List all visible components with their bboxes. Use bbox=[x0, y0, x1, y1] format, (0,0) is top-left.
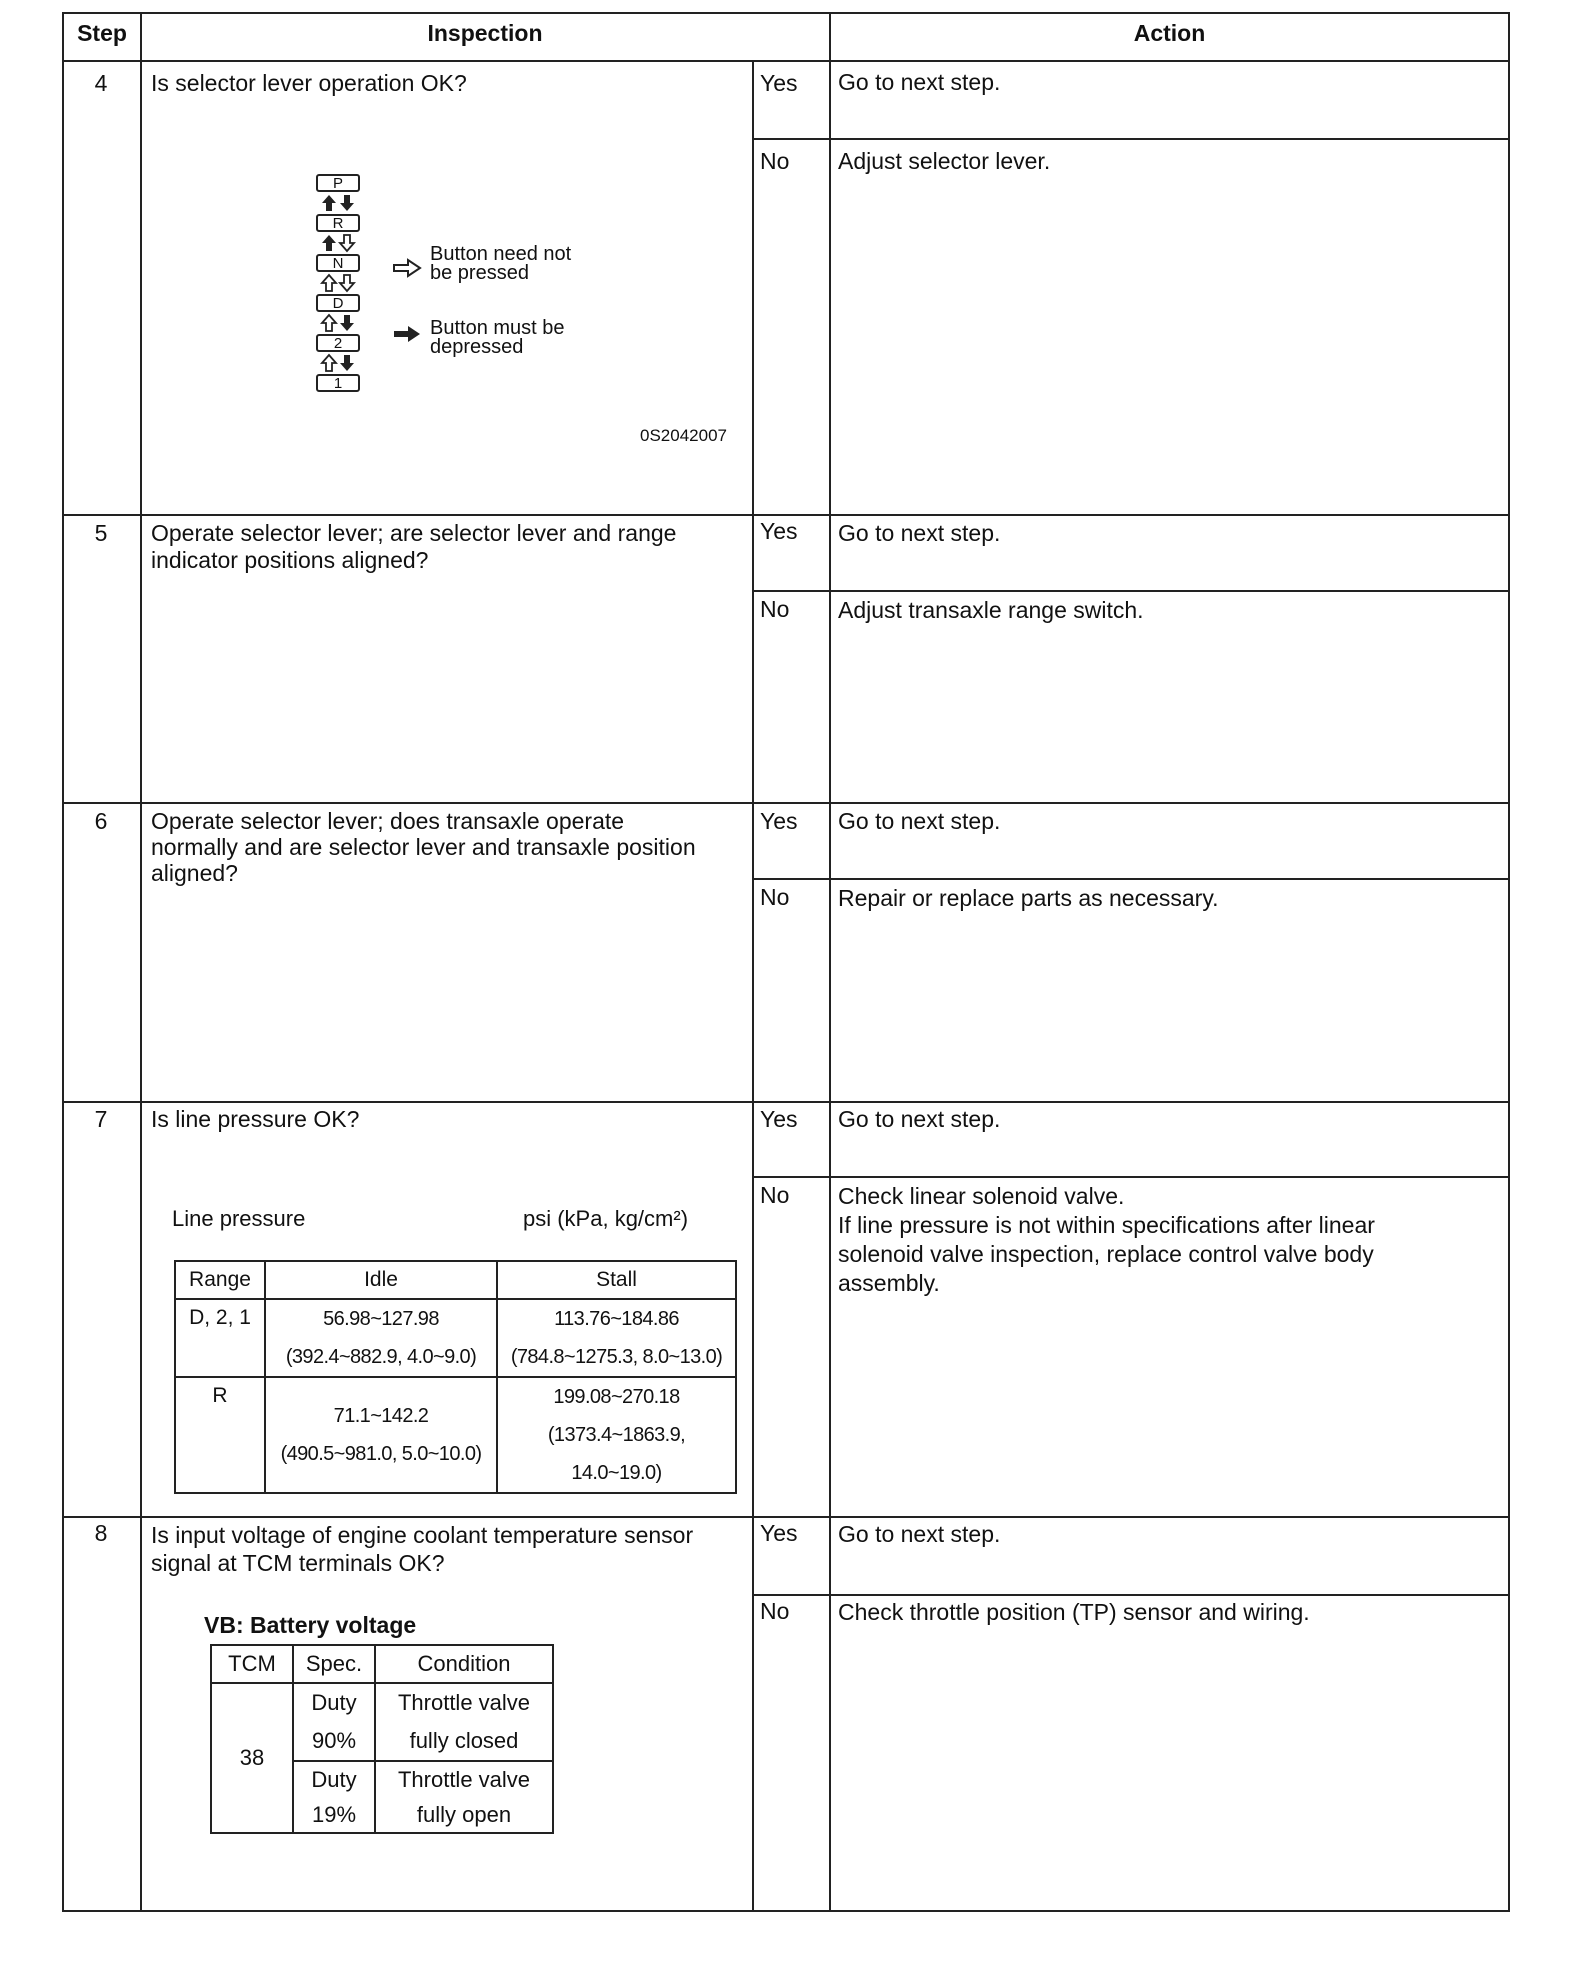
col-divider-yesno bbox=[752, 60, 754, 1912]
yesno-divider-5 bbox=[752, 590, 1510, 592]
row-divider-5 bbox=[62, 514, 1510, 516]
yes-action: Go to next step. bbox=[838, 1106, 1001, 1132]
condition-line1: Throttle valve bbox=[397, 1690, 531, 1715]
col-divider-action bbox=[829, 12, 831, 1912]
position-d: D bbox=[316, 294, 360, 312]
arrow-open-up-solid-down-icon bbox=[316, 352, 360, 374]
no-action: Adjust transaxle range switch. bbox=[838, 597, 1144, 623]
border-top bbox=[62, 12, 1510, 14]
stall-psi: 113.76~184.86 bbox=[554, 1308, 679, 1330]
inspection-text: Is line pressure OK? bbox=[151, 1106, 360, 1132]
step-number: 7 bbox=[94, 1106, 108, 1132]
row-divider-6 bbox=[62, 802, 1510, 804]
range-value: D, 2, 1 bbox=[189, 1306, 251, 1329]
range-value: R bbox=[212, 1384, 228, 1407]
no-action-line4: assembly. bbox=[838, 1270, 940, 1296]
selector-diagram bbox=[316, 174, 362, 392]
col-header-stall: Stall bbox=[497, 1261, 736, 1299]
idle-cell bbox=[265, 1377, 497, 1493]
position-r: R bbox=[316, 214, 360, 232]
no-label: No bbox=[760, 148, 790, 174]
position-1: 1 bbox=[316, 374, 360, 392]
idle-cell bbox=[265, 1299, 497, 1377]
no-action: Check throttle position (TP) sensor and wiring. bbox=[838, 1599, 1310, 1625]
yes-label: Yes bbox=[760, 70, 798, 96]
tcm-spec-title: VB: Battery voltage bbox=[204, 1612, 417, 1638]
condition-line2: fully open bbox=[416, 1802, 512, 1827]
arrow-solid-both-icon bbox=[316, 192, 360, 214]
border-right bbox=[1508, 12, 1510, 1912]
step-number: 5 bbox=[94, 520, 108, 546]
inspection-text-line1: Is input voltage of engine coolant temperature sensor bbox=[151, 1522, 694, 1548]
row-divider-8 bbox=[62, 1516, 1510, 1518]
tcm-spec-table bbox=[210, 1644, 554, 1834]
yes-label: Yes bbox=[760, 1520, 798, 1546]
yes-label: Yes bbox=[760, 1106, 798, 1132]
inspection-text-line2: normally and are selector lever and transaxle position bbox=[151, 834, 696, 860]
position-2: 2 bbox=[316, 334, 360, 352]
inspection-text-line2: signal at TCM terminals OK? bbox=[151, 1550, 445, 1576]
col-header-condition: Condition bbox=[375, 1645, 553, 1683]
no-label: No bbox=[760, 884, 790, 910]
legend-open-text-1: Button need not bbox=[430, 243, 572, 265]
inspection-text-line1: Operate selector lever; are selector lever and range bbox=[151, 520, 677, 546]
yes-action: Go to next step. bbox=[838, 1521, 1001, 1547]
legend-solid-text-2: depressed bbox=[430, 336, 524, 358]
col-header-range: Range bbox=[175, 1261, 265, 1299]
stall-metric: (1373.4~1863.9, 14.0~19.0) bbox=[547, 1424, 686, 1484]
legend-open-text-2: be pressed bbox=[430, 262, 529, 284]
spec-cell bbox=[293, 1761, 375, 1833]
col-header-idle: Idle bbox=[265, 1261, 497, 1299]
spec-value: 90% bbox=[311, 1728, 357, 1753]
no-label: No bbox=[760, 596, 790, 622]
arrow-open-up-solid-down-icon bbox=[316, 312, 360, 334]
position-n: N bbox=[316, 254, 360, 272]
yesno-divider-4 bbox=[752, 138, 1510, 140]
yes-label: Yes bbox=[760, 518, 798, 544]
step-number: 6 bbox=[94, 808, 108, 834]
yesno-divider-7 bbox=[752, 1176, 1510, 1178]
header-inspection: Inspection bbox=[427, 20, 543, 46]
no-action-line1: Check linear solenoid valve. bbox=[838, 1183, 1125, 1209]
open-arrow-icon bbox=[392, 258, 422, 283]
step-number: 8 bbox=[94, 1520, 108, 1546]
stall-cell bbox=[497, 1377, 736, 1493]
header-divider bbox=[62, 60, 1510, 62]
row-divider-7 bbox=[62, 1101, 1510, 1103]
range-cell bbox=[175, 1299, 265, 1377]
border-bottom bbox=[62, 1910, 1510, 1912]
condition-line1: Throttle valve bbox=[397, 1767, 531, 1792]
inspection-text-line2: indicator positions aligned? bbox=[151, 547, 429, 573]
spec-cell bbox=[293, 1683, 375, 1761]
spec-value: 19% bbox=[311, 1802, 357, 1827]
condition-cell bbox=[375, 1761, 553, 1833]
solid-arrow-icon bbox=[392, 324, 422, 349]
no-action-line3: solenoid valve inspection, replace control valve body bbox=[838, 1241, 1374, 1267]
no-label: No bbox=[760, 1598, 790, 1624]
legend-solid-text-1: Button must be bbox=[430, 317, 565, 339]
col-divider-step bbox=[140, 12, 142, 1912]
inspection-text-line3: aligned? bbox=[151, 860, 238, 886]
no-label: No bbox=[760, 1182, 790, 1208]
condition-line2: fully closed bbox=[409, 1728, 519, 1753]
range-cell bbox=[175, 1377, 265, 1493]
tcm-terminal: 38 bbox=[211, 1683, 293, 1833]
spec-type: Duty bbox=[311, 1690, 357, 1715]
col-header-spec: Spec. bbox=[293, 1645, 375, 1683]
inspection-text: Is selector lever operation OK? bbox=[151, 70, 467, 96]
line-pressure-units: psi (kPa, kg/cm²) bbox=[523, 1206, 689, 1231]
idle-metric: (490.5~981.0, 5.0~10.0) bbox=[280, 1443, 482, 1465]
idle-metric: (392.4~882.9, 4.0~9.0) bbox=[285, 1346, 477, 1368]
spec-type: Duty bbox=[311, 1767, 357, 1792]
idle-psi: 71.1~142.2 bbox=[333, 1405, 429, 1427]
yes-action: Go to next step. bbox=[838, 808, 1001, 834]
no-action: Adjust selector lever. bbox=[838, 148, 1051, 174]
arrow-open-both-icon bbox=[316, 272, 360, 294]
col-header-tcm: TCM bbox=[211, 1645, 293, 1683]
position-p: P bbox=[316, 174, 360, 192]
no-action: Repair or replace parts as necessary. bbox=[838, 885, 1219, 911]
idle-psi: 56.98~127.98 bbox=[323, 1308, 439, 1330]
arrow-solid-up-open-down-icon bbox=[316, 232, 360, 254]
yes-action: Go to next step. bbox=[838, 520, 1001, 546]
step-number: 4 bbox=[94, 70, 108, 96]
stall-cell bbox=[497, 1299, 736, 1377]
condition-cell bbox=[375, 1683, 553, 1761]
yesno-divider-8 bbox=[752, 1594, 1510, 1596]
stall-metric: (784.8~1275.3, 8.0~13.0) bbox=[510, 1346, 723, 1368]
line-pressure-table bbox=[174, 1260, 737, 1494]
yes-label: Yes bbox=[760, 808, 798, 834]
stall-psi: 199.08~270.18 bbox=[553, 1386, 680, 1408]
yesno-divider-6 bbox=[752, 878, 1510, 880]
no-action-line2: If line pressure is not within specifications after linear bbox=[838, 1212, 1375, 1238]
line-pressure-title: Line pressure bbox=[172, 1206, 306, 1231]
inspection-text-line1: Operate selector lever; does transaxle operate bbox=[151, 808, 625, 834]
border-left bbox=[62, 12, 64, 1912]
header-action: Action bbox=[1133, 20, 1206, 46]
yes-action: Go to next step. bbox=[838, 69, 1001, 95]
header-step: Step bbox=[77, 20, 127, 46]
figure-code: 0S2042007 bbox=[640, 426, 727, 445]
